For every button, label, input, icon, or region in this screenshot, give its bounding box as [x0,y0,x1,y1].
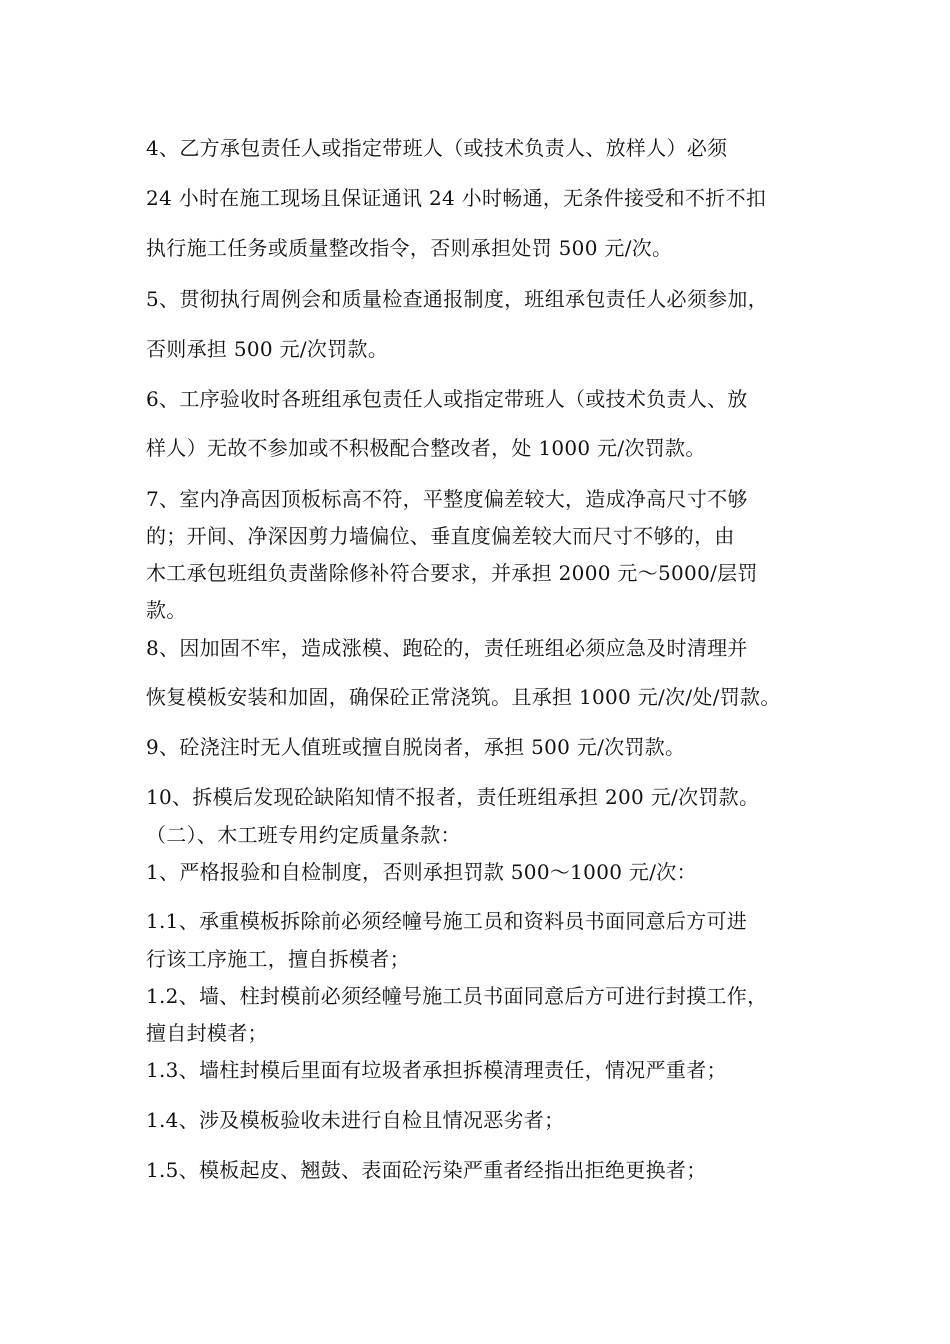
paragraph-line: 1.2、墙、柱封模前必须经幢号施工员书面同意后方可进行封摸工作， [146,984,768,1008]
section-heading: （二）、木工班专用约定质量条款： [146,823,461,847]
paragraph-line: 恢复模板安装和加固，确保砼正常浇筑。且承担 1000 元/次/处/罚款。 [146,685,781,709]
paragraph-line: 1.4、涉及模板验收未进行自检且情况恶劣者； [146,1108,565,1132]
paragraph-line: 1.3、墙柱封模后里面有垃圾者承担拆模清理责任，情况严重者； [146,1058,727,1082]
paragraph-line: 款。 [146,598,187,622]
paragraph-line: 6、工序验收时各班组承包责任人或指定带班人（或技术负责人、放 [146,387,748,411]
paragraph-line: 5、贯彻执行周例会和质量检查通报制度，班组承包责任人必须参加， [146,287,769,311]
paragraph-line: 9、砼浇注时无人值班或擅自脱岗者，承担 500 元/次罚款。 [146,735,686,759]
paragraph-line: 24 小时在施工现场且保证通讯 24 小时畅通，无条件接受和不折不扣 [146,186,767,210]
paragraph-line: 木工承包班组负责凿除修补符合要求，并承担 2000 元～5000/层罚 [146,561,758,585]
paragraph-line: 的；开间、净深因剪力墙偏位、垂直度偏差较大而尺寸不够的，由 [146,524,735,548]
paragraph-line: 样人）无故不参加或不积极配合整改者，处 1000 元/次罚款。 [146,436,706,460]
paragraph-line: 行该工序施工，擅自拆模者； [146,947,410,971]
paragraph-line: 执行施工任务或质量整改指令，否则承担处罚 500 元/次。 [146,236,673,260]
paragraph-line: 8、因加固不牢，造成涨模、跑砼的，责任班组必须应急及时清理并 [146,636,748,660]
paragraph-line: 擅自封模者； [146,1021,268,1045]
paragraph-line: 1、严格报验和自检制度，否则承担罚款 500～1000 元/次： [146,860,697,884]
paragraph-line: 4、乙方承包责任人或指定带班人（或技术负责人、放样人）必须 [146,136,728,160]
paragraph-line: 1.1、承重模板拆除前必须经幢号施工员和资料员书面同意后方可进 [146,909,748,933]
paragraph-line: 1.5、模板起皮、翘鼓、表面砼污染严重者经指出拒绝更换者； [146,1158,707,1182]
paragraph-line: 7、室内净高因顶板标高不符，平整度偏差较大，造成净高尺寸不够 [146,487,748,511]
paragraph-line: 10、拆模后发现砼缺陷知情不报者，责任班组承担 200 元/次罚款。 [146,785,760,809]
paragraph-line: 否则承担 500 元/次罚款。 [146,337,389,361]
